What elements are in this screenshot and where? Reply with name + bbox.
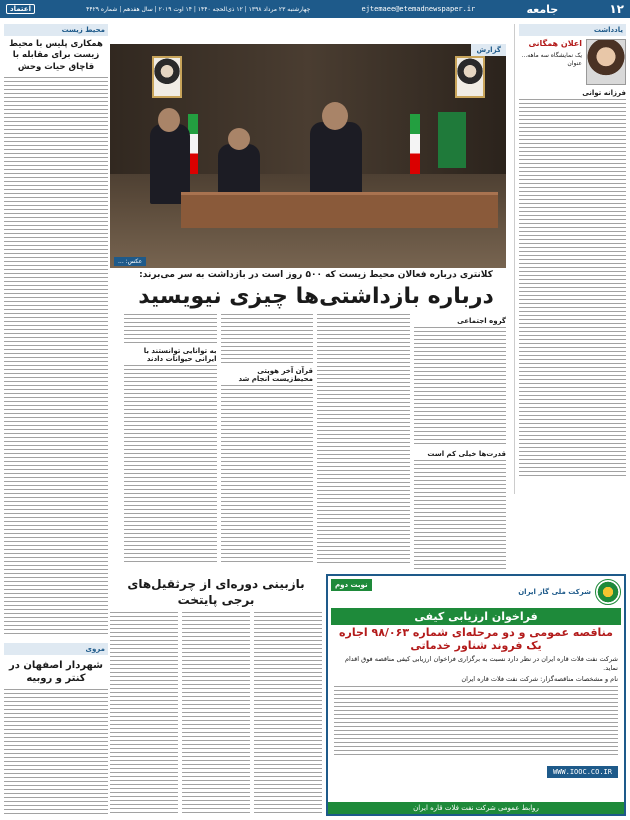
story-col-3 — [221, 314, 314, 570]
tender-advertisement — [326, 574, 626, 816]
story-body — [124, 314, 506, 570]
person-middle-head — [228, 128, 250, 150]
wall-portrait-right — [455, 56, 485, 98]
section-email: ejtemaee@etemadnewspaper.ir — [361, 5, 476, 13]
page-number: ١٢ — [609, 2, 624, 16]
story-subhead-2: قدرت‌ها خیلی کم است — [427, 450, 506, 458]
photo-caption: عکس: ... — [114, 257, 146, 266]
story-col-2 — [317, 314, 410, 570]
conference-table — [181, 192, 498, 228]
newspaper-logo: اعتماد — [6, 4, 35, 14]
masthead-bar — [0, 0, 630, 18]
wall-portrait-left — [152, 56, 182, 98]
author-box — [519, 39, 626, 85]
issue-dateline: چهارشنبه ۲۳ مرداد ۱۳۹۸ | ۱۲ ذی‌الحجه ۱۴۴۰ | ۱۴ اوت ۲۰۱۹ | سال هفدهم | شماره ۴۴۲۹ — [86, 5, 311, 13]
person-center-head — [322, 102, 348, 130]
left-news-column — [4, 24, 108, 814]
story-text-4b — [124, 365, 217, 565]
left-article-body — [4, 77, 108, 637]
ad-line-1: شرکت نفت فلات قاره ایران در نظر دارد نسبت به برگزاری فراخوان ارزیابی کیفی مناقصه فوق اقدام نماید. — [344, 655, 618, 672]
story-subhead-4: به توانایی توانستند با ایرانی حیوانات دادند — [143, 347, 217, 363]
ad-company — [518, 579, 621, 605]
ad-website-link[interactable]: WWW.IOOC.CO.IR — [547, 766, 618, 778]
story-col-1 — [414, 314, 507, 570]
story-text-3a — [221, 314, 314, 364]
green-flag — [438, 112, 466, 168]
bottom-story-text-2 — [182, 612, 250, 816]
author-photo — [586, 39, 626, 85]
iran-flag-right — [410, 114, 420, 174]
opinion-body-text — [519, 99, 626, 479]
left-column-header: محیط زیست — [4, 24, 108, 36]
bottom-story — [110, 574, 322, 816]
left-article-body-2 — [4, 689, 108, 814]
ad-round-badge: نوبت دوم — [331, 579, 372, 591]
person-left-head — [158, 108, 180, 132]
bottom-story-columns — [110, 612, 322, 816]
story-headline[interactable]: درباره بازداشتی‌ها چیزی نیویسید — [138, 284, 494, 309]
opinion-subhead: فرزانه توانی — [582, 89, 626, 97]
author-name: اعلان همگانی — [528, 39, 582, 48]
story-text-3b — [221, 385, 314, 565]
ad-line-2: نام و مشخصات مناقصه‌گزار: شرکت نفت فلات قاره ایران — [461, 674, 618, 683]
main-photo — [110, 44, 506, 268]
ad-footer: روابط عمومی شرکت نفت فلات قاره ایران — [328, 802, 624, 814]
author-intro: یک نمایشگاه سه ماهه... عنوان — [521, 51, 582, 67]
story-text-1a — [414, 327, 507, 447]
left-article-title[interactable]: همکاری پلیس با محیط زیست برای مقابله با قاچاق حیات وحش — [9, 39, 103, 72]
bottom-story-title[interactable]: بازبینی دوره‌ای از چرثقیل‌های برجی پایتخت — [127, 577, 305, 607]
bottom-story-text-3 — [110, 612, 178, 816]
section-title: جامعه — [526, 2, 559, 16]
story-text-1b — [414, 460, 507, 570]
ad-subtitle: مناقصه عمومی و دو مرحله‌ای شماره ۹۸/۰۶۳ اجاره یک فروند شناور خدماتی — [339, 626, 613, 652]
left-column-header-2: مروی — [4, 643, 108, 655]
ad-header — [328, 576, 624, 608]
ad-body-text — [334, 686, 618, 756]
story-subhead-3: قرآن آخر هویتی محیط‌زیست انجام شد — [238, 367, 313, 383]
bottom-story-text-1 — [254, 612, 322, 816]
opinion-column — [514, 24, 626, 494]
left-article-title-2[interactable]: شهردار اصفهان در کنتر و روبیه — [8, 660, 103, 685]
story-kicker: کلانتری درباره فعالان محیط زیست که ۵۰۰ روز است در بازداشت به سر می‌برند: — [139, 270, 493, 280]
ad-title: فراخوان ارزیابی کیفی — [331, 608, 621, 625]
story-text-2 — [317, 314, 410, 564]
story-subhead-1: گروه اجتماعی — [457, 317, 506, 325]
opinion-column-header: یادداشت — [519, 24, 626, 36]
author-meta — [519, 39, 582, 85]
story-text-4a — [124, 314, 217, 344]
company-name: شرکت ملی گاز ایران — [518, 588, 591, 596]
company-logo-icon — [595, 579, 621, 605]
story-col-4 — [124, 314, 217, 570]
report-tag: گزارش — [471, 44, 506, 56]
